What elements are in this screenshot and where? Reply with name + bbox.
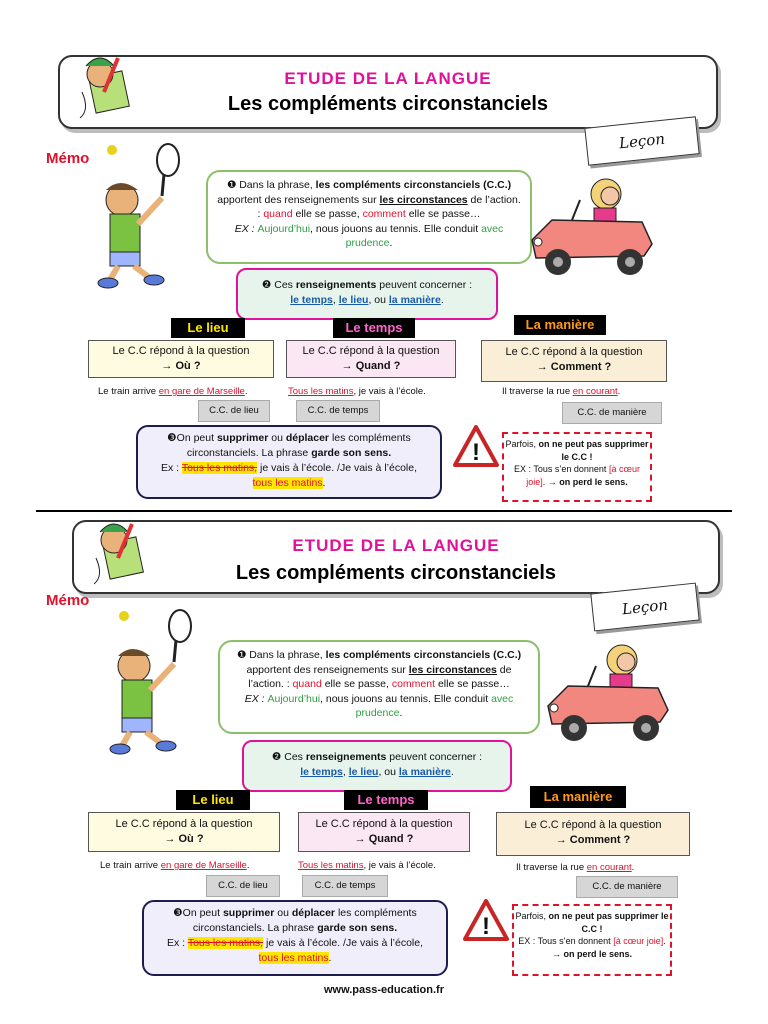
- concern-box: ❷ Ces renseignements peuvent concerner : le temps, le lieu, ou la manière.: [242, 740, 512, 792]
- student-writing-icon: [76, 518, 156, 590]
- label-temps: Le temps: [344, 790, 428, 810]
- cc-maniere-tag: C.C. de manière: [562, 402, 662, 424]
- footer-url: www.pass-education.fr: [323, 984, 444, 996]
- page-title: Les compléments circonstanciels: [235, 562, 557, 584]
- move-delete-box: ❸On peut supprimer ou déplacer les compléments circonstanciels. La phrase garde son sens. Ex : Tous les matins, je vais à l’école. /Je vais à l’école, tous les matins.: [142, 900, 448, 976]
- section-title: ETUDE DE LA LANGUE: [292, 536, 500, 555]
- definition-box: ❶ Dans la phrase, les compléments circonstanciels (C.C.) apportent des renseignements sur les circonstances de l’action. : quand elle se passe, comment elle se passe… EX : Aujourd’hui, nous jouons au tennis. Elle conduit avec prudence.: [218, 640, 540, 734]
- cc-maniere-tag: C.C. de manière: [576, 876, 678, 898]
- question-box-lieu: Le C.C répond à la question → Où ?: [88, 812, 280, 852]
- tennis-player-illustration: [80, 140, 200, 290]
- car-driver-illustration: [524, 170, 658, 280]
- question-box-temps: Le C.C répond à la question → Quand ?: [286, 340, 456, 378]
- question-box-lieu: Le C.C répond à la question → Où ?: [88, 340, 274, 378]
- tennis-player-illustration: [92, 606, 212, 756]
- cc-temps-tag: C.C. de temps: [302, 875, 388, 897]
- cc-lieu-tag: C.C. de lieu: [206, 875, 280, 897]
- question-box-maniere: Le C.C répond à la question → Comment ?: [496, 812, 690, 856]
- lecon-tag: Leçon: [584, 116, 699, 165]
- label-maniere: La manière: [514, 315, 606, 335]
- example-temps: Tous les matins, je vais à l’école.: [298, 860, 436, 871]
- cc-lieu-tag: C.C. de lieu: [198, 400, 270, 422]
- warning-icon: [462, 898, 510, 942]
- example-maniere: Il traverse la rue en courant.: [516, 862, 635, 873]
- section-title: ETUDE DE LA LANGUE: [284, 69, 492, 88]
- cc-temps-tag: C.C. de temps: [296, 400, 380, 422]
- svg-text:!: !: [472, 439, 480, 466]
- example-temps: Tous les matins, je vais à l’école.: [288, 386, 426, 397]
- student-writing-icon: [62, 52, 142, 124]
- question-box-maniere: Le C.C répond à la question → Comment ?: [481, 340, 667, 382]
- title-banner: [72, 520, 720, 594]
- svg-text:!: !: [482, 913, 490, 940]
- move-delete-box: ❸On peut supprimer ou déplacer les compléments circonstanciels. La phrase garde son sens. Ex : Tous les matins, je vais à l’école. /Je vais à l’école, tous les matins.: [136, 425, 442, 499]
- title-banner: [58, 55, 718, 129]
- concern-box: ❷ Ces renseignements peuvent concerner : le temps, le lieu, ou la manière.: [236, 268, 498, 320]
- label-temps: Le temps: [333, 318, 415, 338]
- example-lieu: Le train arrive en gare de Marseille.: [100, 860, 250, 871]
- car-driver-illustration: [540, 636, 674, 746]
- label-lieu: Le lieu: [176, 790, 250, 810]
- example-maniere: Il traverse la rue en courant.: [502, 386, 621, 397]
- section-divider: [36, 510, 732, 512]
- label-lieu: Le lieu: [171, 318, 245, 338]
- memo-label: Mémo: [46, 150, 90, 167]
- label-maniere: La manière: [530, 786, 626, 808]
- example-lieu: Le train arrive en gare de Marseille.: [98, 386, 248, 397]
- question-box-temps: Le C.C répond à la question → Quand ?: [298, 812, 470, 852]
- lecon-tag: Leçon: [590, 583, 699, 632]
- page-title: Les compléments circonstanciels: [227, 93, 549, 115]
- memo-label: Mémo: [46, 592, 90, 609]
- warning-icon: [452, 424, 500, 468]
- exception-box: Parfois, on ne peut pas supprimer le C.C ! EX : Tous s’en donnent [à cœur joie]. → on perd le sens.: [512, 904, 672, 976]
- exception-box: Parfois, on ne peut pas supprimer le C.C ! EX : Tous s’en donnent [à cœur joie]. → on perd le sens.: [502, 432, 652, 502]
- definition-box: ❶ Dans la phrase, les compléments circonstanciels (C.C.) apportent des renseignements sur les circonstances de l’action. : quand elle se passe, comment elle se passe… EX : Aujourd’hui, nous jouons au tennis. Elle conduit avec prudence.: [206, 170, 532, 264]
